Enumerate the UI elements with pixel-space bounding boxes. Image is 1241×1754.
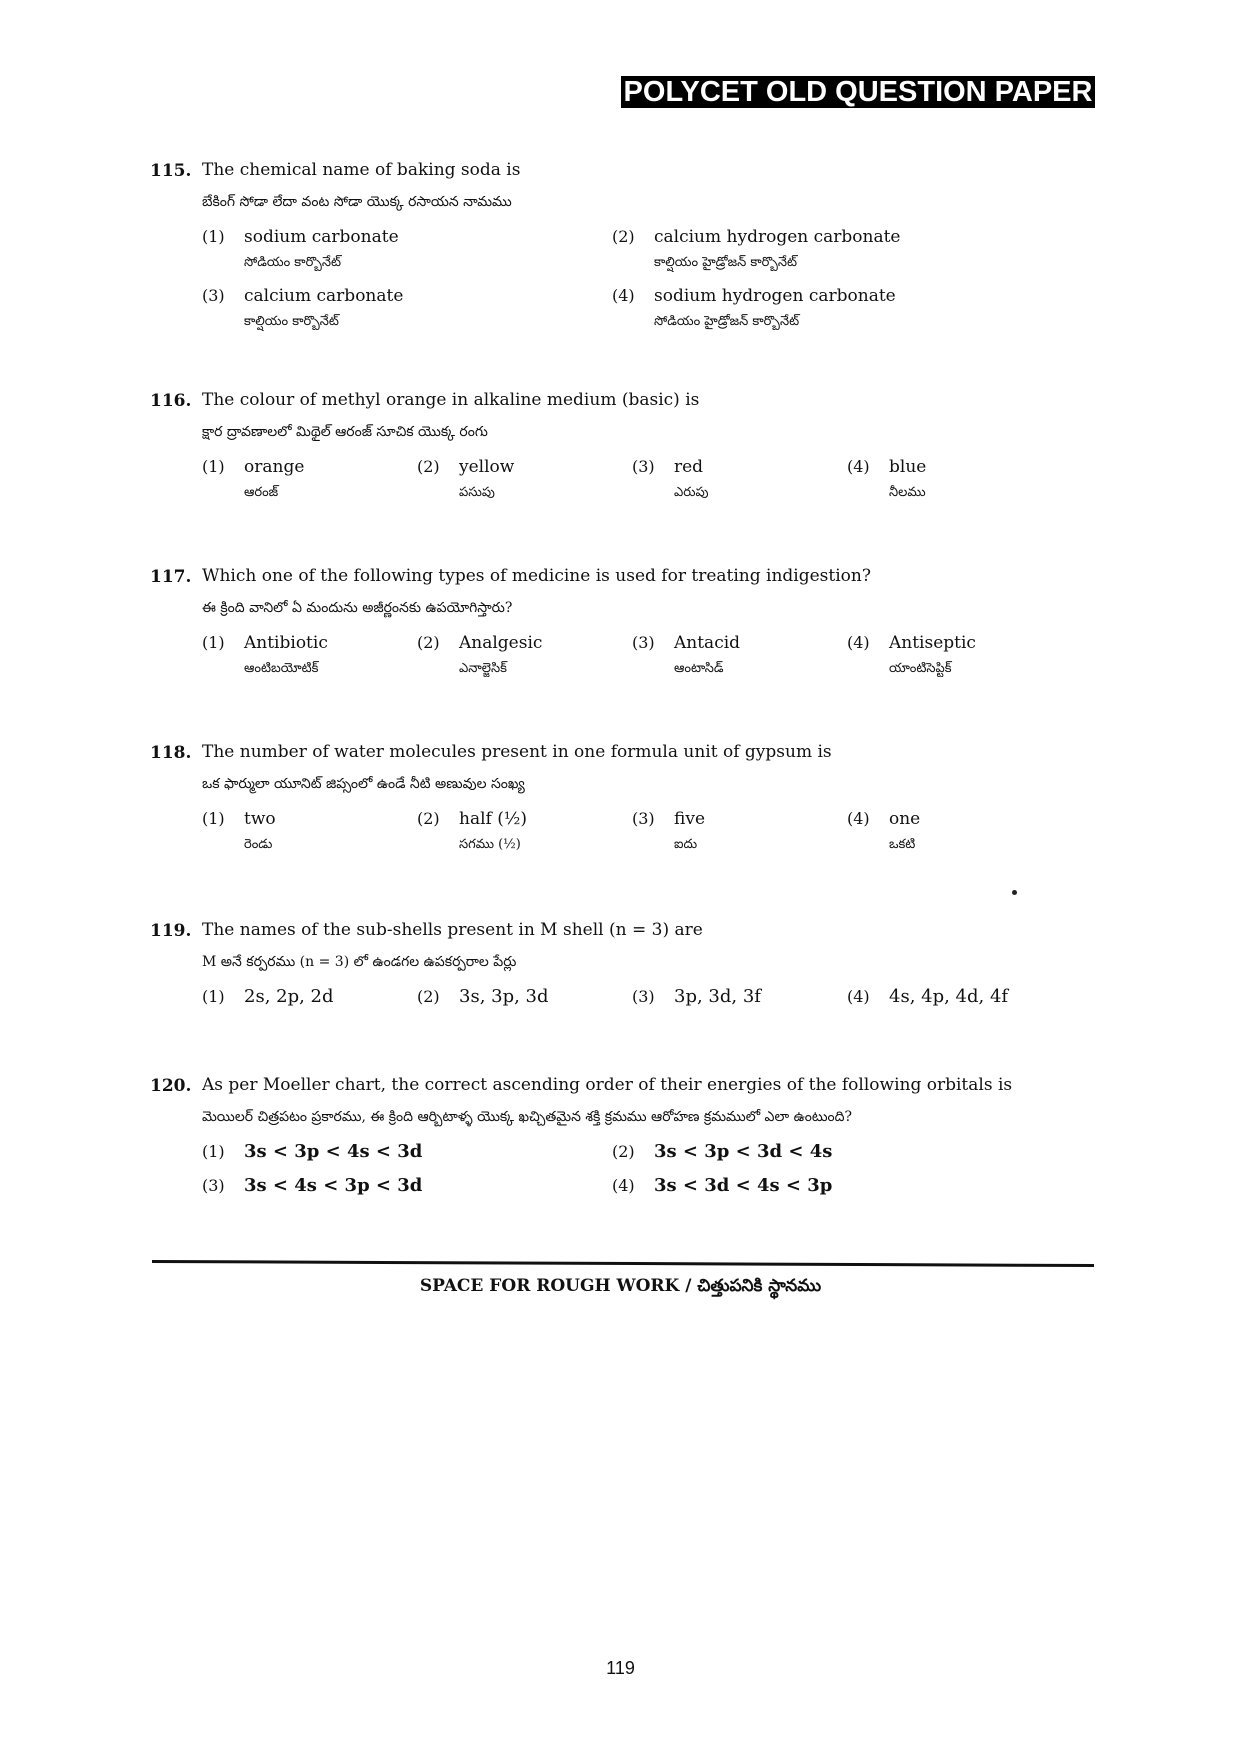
option-number: (3) — [632, 987, 655, 1006]
option-text-telugu: ఎనాల్జెసిక్ — [459, 661, 507, 676]
option-number: (2) — [417, 457, 440, 476]
option-4 — [612, 285, 1022, 332]
option-text-telugu: సోడియం హైడ్రోజన్ కార్బొనేట్ — [654, 314, 800, 329]
question-text: The chemical name of baking soda is — [202, 160, 521, 180]
option-3 — [202, 285, 612, 332]
scan-speck — [1012, 890, 1017, 895]
question-text: Which one of the following types of medicine is used for treating indigestion? — [202, 566, 871, 586]
question-text: The colour of methyl orange in alkaline medium (basic) is — [202, 390, 700, 410]
option-4 — [847, 456, 1062, 503]
option-text-telugu: ఆరంజ్ — [244, 485, 279, 500]
option-1 — [202, 456, 417, 503]
question-text-telugu: ఈ క్రింది వానిలో ఏ మందును అజీర్ణంనకు ఉపయోగిస్తారు? — [202, 600, 513, 616]
question-117 — [150, 566, 1100, 679]
option-3 — [632, 808, 847, 855]
question-text-telugu: మెయిలర్ చిత్రపటం ప్రకారము, ఈ క్రింది ఆర్బిటాళ్ళ యొక్క ఖచ్చితమైన శక్తి క్రమము ఆరోహణ క్రమములో ఎలా ఉంటుంది? — [202, 1109, 853, 1125]
question-text-telugu: బేకింగ్ సోడా లేదా వంట సోడా యొక్క రసాయన నామము — [202, 194, 512, 210]
question-text-telugu: M అనే కర్పరము (n = 3) లో ఉండగల ఉపకర్పరాల పేర్లు — [202, 954, 517, 970]
option-text-telugu: ఐదు — [674, 837, 698, 852]
option-text: Analgesic — [459, 633, 543, 653]
page-number: 119 — [606, 1658, 635, 1678]
option-number: (4) — [847, 633, 870, 652]
option-text-telugu: సోడియం కార్బొనేట్ — [244, 255, 342, 270]
option-3 — [202, 1175, 612, 1197]
option-number: (1) — [202, 987, 225, 1006]
option-text: calcium carbonate — [244, 286, 404, 306]
question-text: As per Moeller chart, the correct ascending order of their energies of the following orbitals is — [202, 1075, 1013, 1095]
option-2 — [612, 226, 1022, 273]
option-text-telugu: సగము (½) — [459, 837, 521, 852]
option-text-telugu: కాల్షియం కార్బొనేట్ — [244, 314, 339, 329]
question-119 — [150, 920, 1100, 1008]
question-number: 119. — [150, 921, 192, 941]
option-text: 2s, 2p, 2d — [244, 986, 334, 1007]
option-number: (3) — [632, 809, 655, 828]
option-1 — [202, 632, 417, 679]
option-text: red — [674, 457, 704, 477]
option-2 — [417, 456, 632, 503]
question-116 — [150, 390, 1100, 503]
option-number: (2) — [612, 1142, 635, 1161]
option-text: half (½) — [459, 809, 527, 829]
option-number: (3) — [632, 457, 655, 476]
option-text-telugu: ఆంటిబయోటిక్ — [244, 661, 319, 676]
option-text: one — [889, 809, 921, 829]
option-text: calcium hydrogen carbonate — [654, 227, 901, 247]
option-1 — [202, 226, 612, 273]
question-text: The names of the sub-shells present in M shell (n = 3) are — [202, 920, 703, 940]
paper-title-banner: POLYCET OLD QUESTION PAPER — [621, 76, 1095, 108]
option-number: (3) — [202, 286, 225, 305]
option-text-telugu: ఎరుపు — [674, 485, 709, 500]
option-number: (4) — [612, 1176, 635, 1195]
option-text: 3s < 4s < 3p < 3d — [244, 1175, 423, 1196]
option-1 — [202, 808, 417, 855]
option-text-telugu: కాల్షియం హైడ్రోజన్ కార్బొనేట్ — [654, 255, 798, 270]
question-120 — [150, 1075, 1100, 1197]
option-number: (3) — [202, 1176, 225, 1195]
option-number: (1) — [202, 633, 225, 652]
option-2 — [612, 1141, 1022, 1163]
option-text: yellow — [459, 457, 515, 477]
option-text: sodium carbonate — [244, 227, 399, 247]
option-text: 3p, 3d, 3f — [674, 986, 761, 1007]
option-number: (1) — [202, 1142, 225, 1161]
question-number: 115. — [150, 161, 192, 181]
option-text-telugu: రెండు — [244, 837, 273, 852]
option-number: (2) — [417, 633, 440, 652]
question-number: 117. — [150, 567, 192, 587]
option-number: (1) — [202, 809, 225, 828]
option-3 — [632, 986, 847, 1008]
option-2 — [417, 986, 632, 1008]
option-number: (2) — [417, 987, 440, 1006]
option-text-telugu: పసుపు — [459, 485, 495, 500]
option-text: 4s, 4p, 4d, 4f — [889, 986, 1009, 1007]
option-3 — [632, 456, 847, 503]
question-number: 118. — [150, 743, 192, 763]
option-text: Antiseptic — [889, 633, 976, 653]
option-text-telugu: యాంటిసెప్టిక్ — [889, 661, 952, 676]
option-number: (1) — [202, 227, 225, 246]
option-number: (3) — [632, 633, 655, 652]
option-text: 3s, 3p, 3d — [459, 986, 549, 1007]
option-text: blue — [889, 457, 927, 477]
option-4 — [847, 808, 1062, 855]
option-number: (4) — [612, 286, 635, 305]
option-number: (4) — [847, 809, 870, 828]
option-3 — [632, 632, 847, 679]
option-number: (1) — [202, 457, 225, 476]
option-number: (2) — [612, 227, 635, 246]
option-text-telugu: ఒకటి — [889, 837, 916, 852]
option-text: orange — [244, 457, 305, 477]
option-text: 3s < 3d < 4s < 3p — [654, 1175, 833, 1196]
question-text-telugu: క్షార ద్రావణాలలో మిథైల్ ఆరంజ్ సూచిక యొక్క రంగు — [202, 424, 488, 440]
option-4 — [847, 986, 1062, 1008]
question-number: 120. — [150, 1076, 192, 1096]
option-text: Antibiotic — [244, 633, 328, 653]
question-115 — [150, 160, 1100, 332]
option-text-telugu: నీలము — [889, 485, 926, 500]
option-text: 3s < 3p < 4s < 3d — [244, 1141, 423, 1162]
option-text: five — [674, 809, 706, 829]
option-2 — [417, 808, 632, 855]
option-1 — [202, 986, 417, 1008]
option-number: (2) — [417, 809, 440, 828]
question-118 — [150, 742, 1100, 855]
option-number: (4) — [847, 987, 870, 1006]
option-1 — [202, 1141, 612, 1163]
option-text: sodium hydrogen carbonate — [654, 286, 896, 306]
rough-work-label: SPACE FOR ROUGH WORK / చిత్తుపనికి స్థానము — [419, 1276, 822, 1296]
option-text: two — [244, 809, 276, 829]
option-text: Antacid — [674, 633, 741, 653]
question-text: The number of water molecules present in one formula unit of gypsum is — [202, 742, 832, 762]
option-2 — [417, 632, 632, 679]
option-text: 3s < 3p < 3d < 4s — [654, 1141, 833, 1162]
question-number: 116. — [150, 391, 192, 411]
option-text-telugu: ఆంటాసిడ్ — [674, 661, 724, 676]
option-4 — [612, 1175, 1022, 1197]
option-number: (4) — [847, 457, 870, 476]
rough-work-divider — [152, 1260, 1094, 1267]
option-4 — [847, 632, 1062, 679]
question-text-telugu: ఒక ఫార్ములా యూనిట్ జిప్సంలో ఉండే నీటి అణువుల సంఖ్య — [202, 776, 525, 792]
